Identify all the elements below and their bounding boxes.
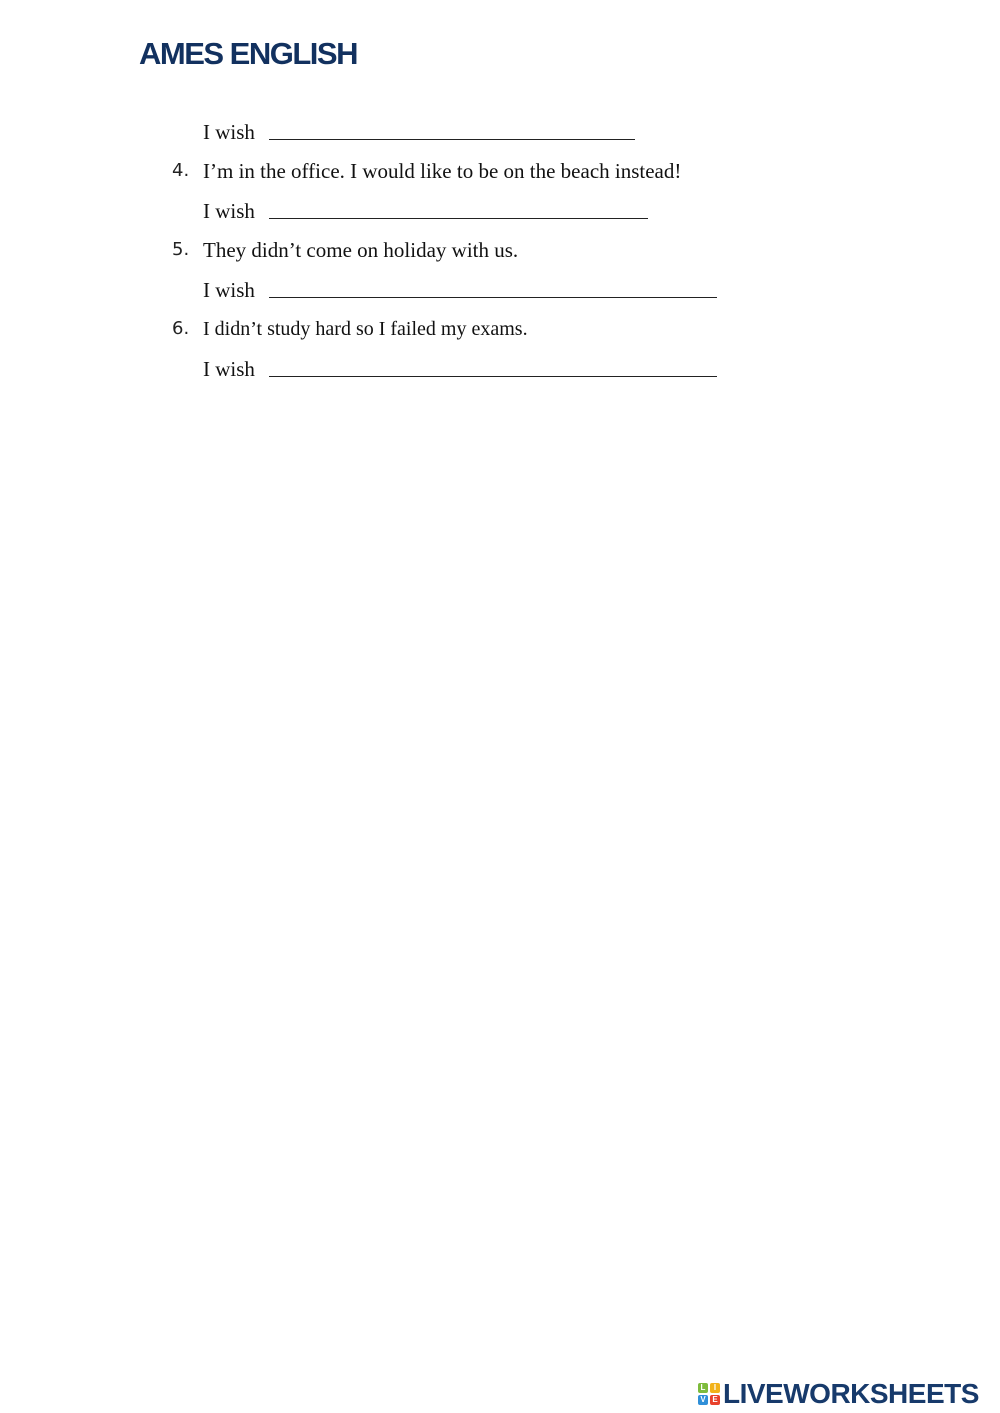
answer-prefix: I wish — [203, 199, 255, 223]
answer-blank — [269, 218, 648, 219]
answer-row-5 — [0, 276, 1000, 304]
question-4 — [0, 157, 1000, 185]
question-prompt: I’m in the office. I would like to be on the beach instead! — [203, 159, 682, 183]
question-6 — [0, 315, 1000, 343]
answer-row-6 — [0, 355, 1000, 383]
live-blocks-icon: L I V E — [698, 1383, 720, 1405]
question-prompt: I didn’t study hard so I failed my exams. — [203, 318, 528, 340]
liveworksheets-logo — [698, 1378, 979, 1410]
logo-text: LIVEWORKSHEETS — [723, 1378, 979, 1409]
answer-input-4[interactable] — [269, 190, 652, 218]
question-prompt: They didn’t come on holiday with us. — [203, 238, 519, 262]
question-number: 5. — [172, 239, 190, 260]
question-number: 6. — [172, 318, 190, 339]
answer-input-5[interactable] — [269, 269, 721, 297]
answer-prefix: I wish — [203, 120, 255, 144]
answer-row-3 — [0, 118, 1000, 146]
answer-blank — [269, 376, 717, 377]
question-5 — [0, 236, 1000, 264]
answer-input-6[interactable] — [269, 348, 721, 376]
answer-prefix: I wish — [203, 278, 255, 302]
answer-blank — [269, 297, 717, 298]
brand-title: AMES ENGLISH — [139, 36, 357, 71]
answer-input-3[interactable] — [269, 111, 639, 139]
answer-row-4 — [0, 197, 1000, 225]
answer-blank — [269, 139, 635, 140]
answer-prefix: I wish — [203, 357, 255, 381]
question-number: 4. — [172, 160, 190, 181]
